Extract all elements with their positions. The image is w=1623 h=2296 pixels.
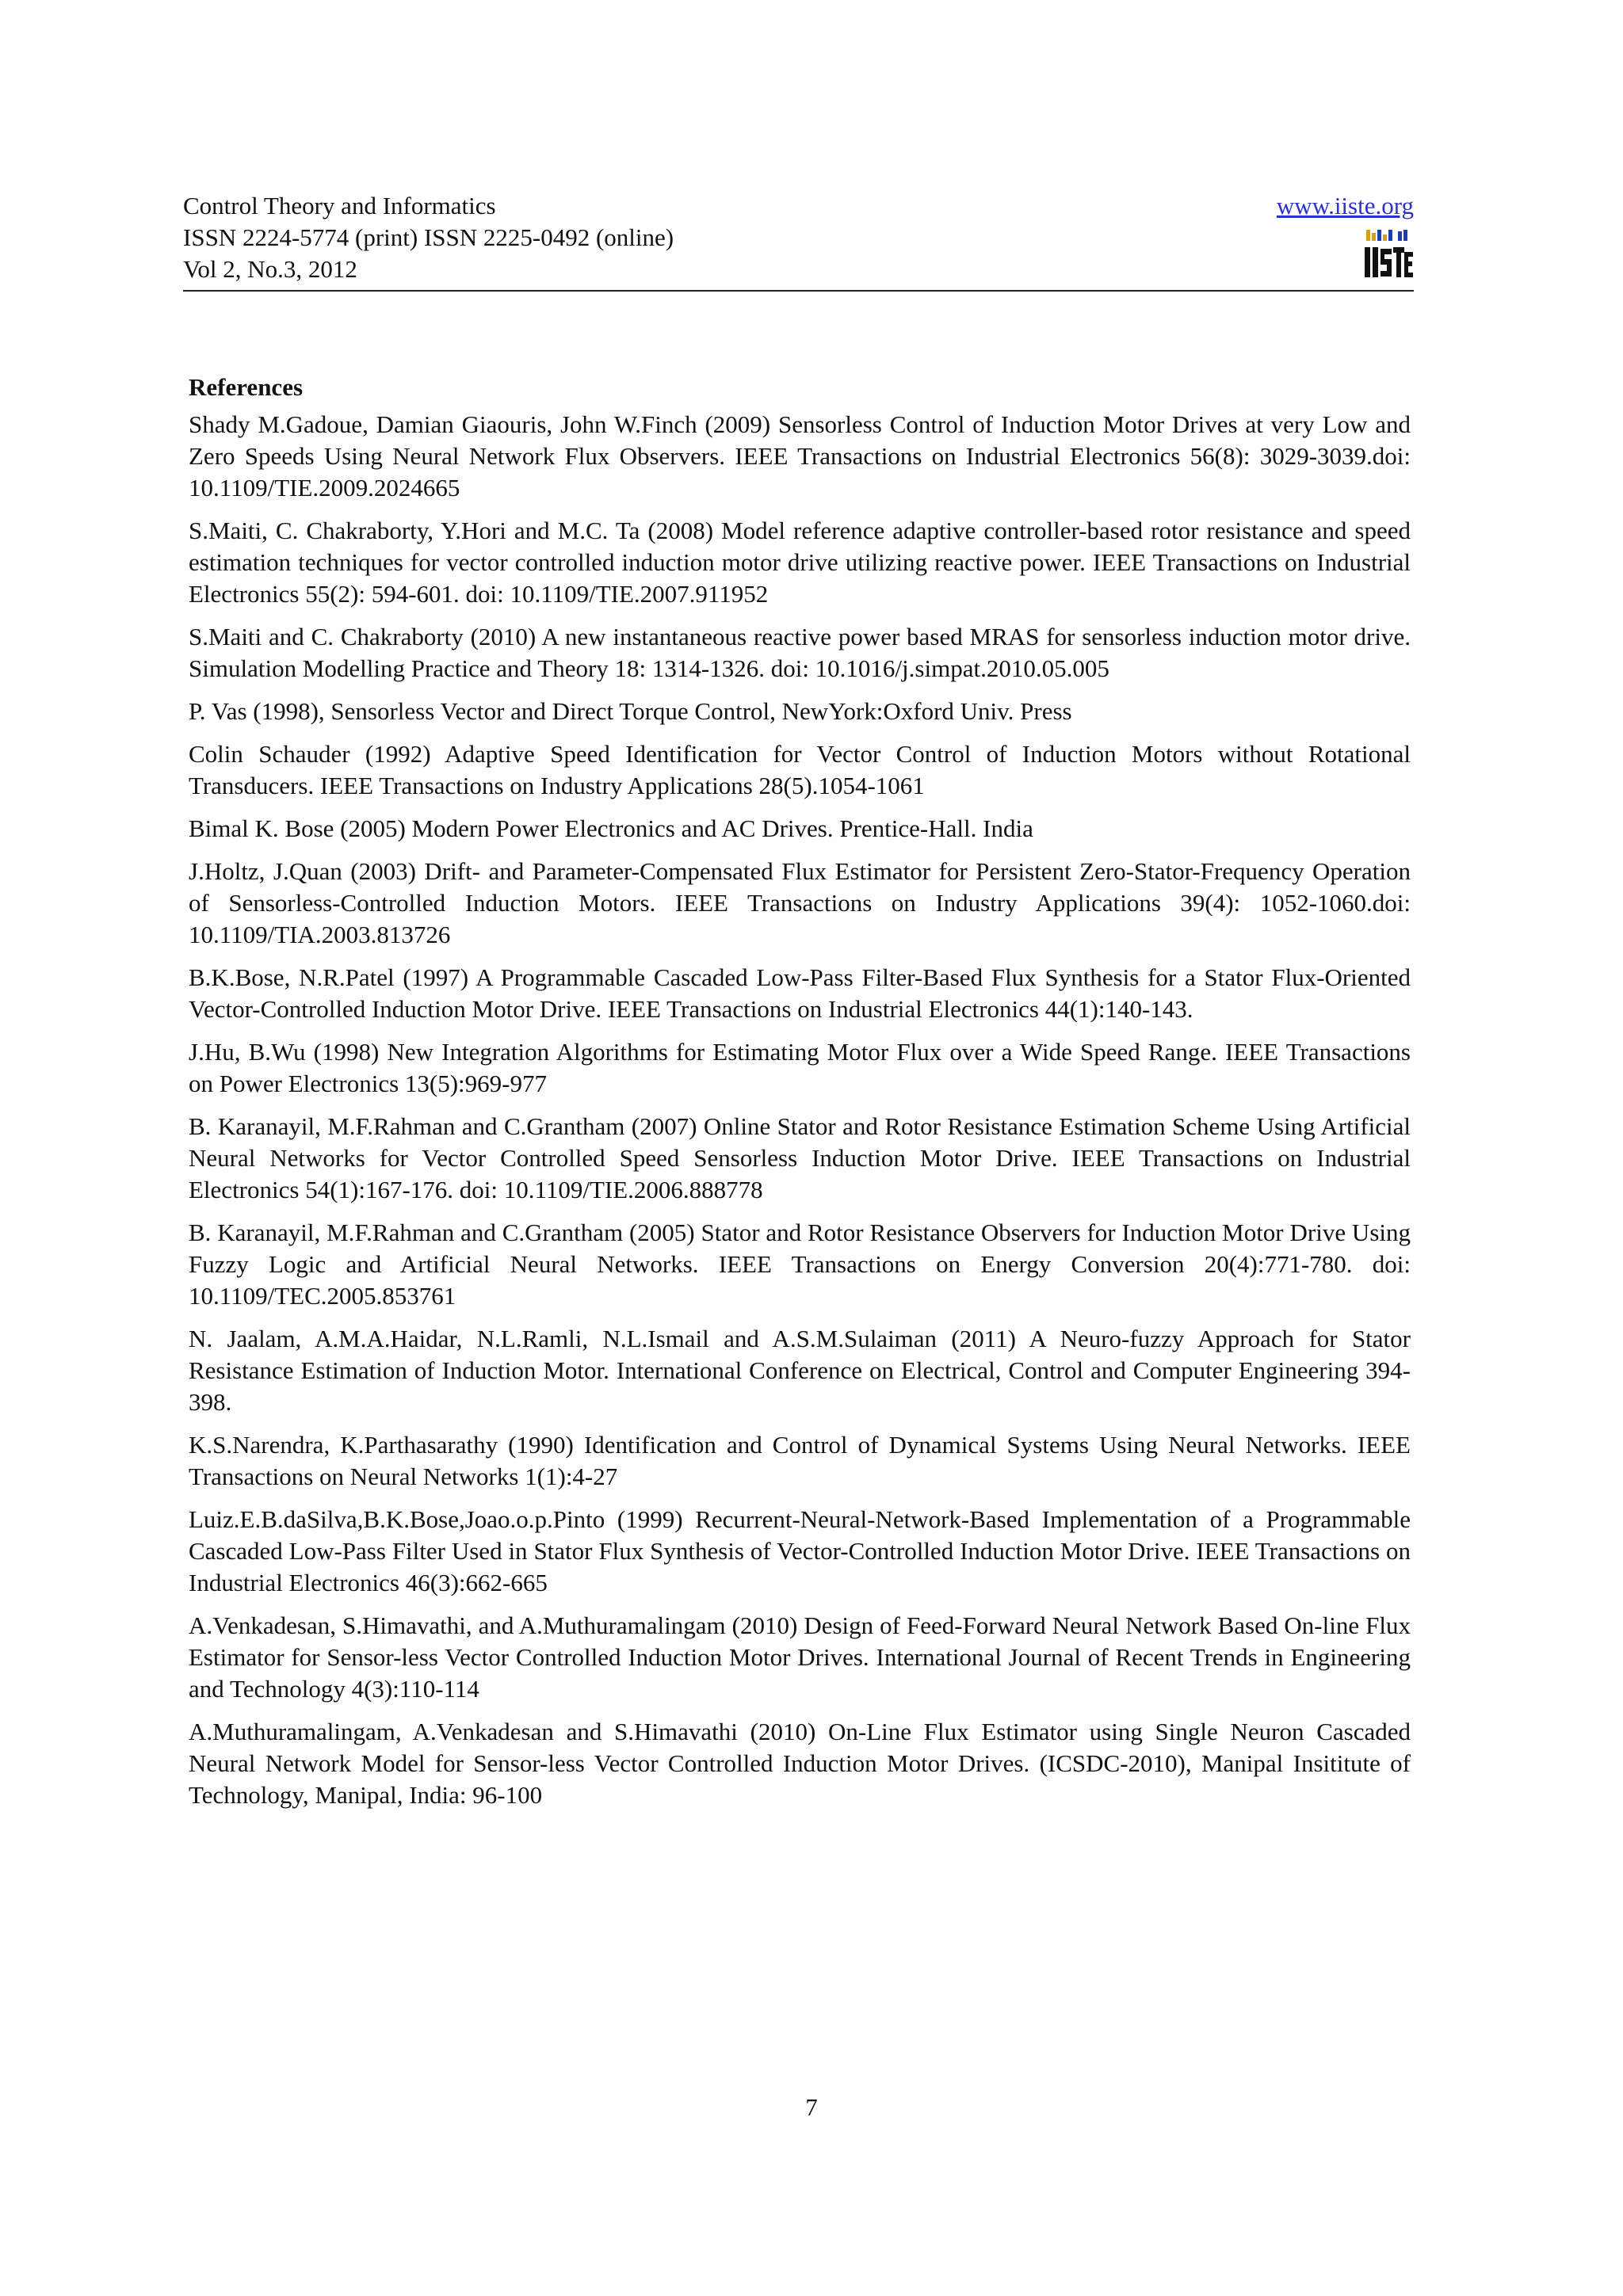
journal-name: Control Theory and Informatics [183,192,496,219]
page-number: 7 [805,2093,818,2121]
reference-item: B. Karanayil, M.F.Rahman and C.Grantham (2005) Stator and Rotor Resistance Observers for Induction Motor Drive Using Fuzzy Logic and Artificial Neural Networks. IEEE Transactions on Energy Conversion 20(4):771-780. doi: 10.1109/TEC.2005.853761 [189,1219,1411,1310]
reference-item: Colin Schauder (1992) Adaptive Speed Identification for Vector Control of Induction Motors without Rotational Transducers. IEEE Transactions on Industry Applications 28(5).1054-1061 [189,740,1411,799]
iiste-logo-icon [1363,228,1414,280]
header-rule [183,290,1414,292]
reference-item: S.Maiti and C. Chakraborty (2010) A new instantaneous reactive power based MRAS for sensorless induction motor drive. Simulation Modelling Practice and Theory 18: 1314-1326. doi: 10.1016/j.simpat.2010.05.005 [189,623,1411,682]
reference-item: Luiz.E.B.daSilva,B.K.Bose,Joao.o.p.Pinto (1999) Recurrent-Neural-Network-Based Implementation of a Programmable Cascaded Low-Pass Filter Used in Stator Flux Synthesis of Vector-Controlled Induction Motor Drive. IEEE Transactions on Industrial Electronics 46(3):662-665 [189,1505,1411,1596]
journal-info [183,190,674,285]
references-heading: References [189,373,304,401]
reference-item: B. Karanayil, M.F.Rahman and C.Grantham (2007) Online Stator and Rotor Resistance Estimation Scheme Using Artificial Neural Networks for Vector Controlled Speed Sensorless Induction Motor Drive. IEEE Transactions on Industrial Electronics 54(1):167-176. doi: 10.1109/TIE.2006.888778 [189,1112,1411,1203]
reference-item: A.Muthuramalingam, A.Venkadesan and S.Himavathi (2010) On-Line Flux Estimator using Single Neuron Cascaded Neural Network Model for Sensor-less Vector Controlled Induction Motor Drives. (ICSDC-2010), Manipal Insititute of Technology, Manipal, India: 96-100 [189,1718,1411,1809]
journal-issn: ISSN 2224-5774 (print) ISSN 2225-0492 (online) [183,223,674,251]
reference-item: S.Maiti, C. Chakraborty, Y.Hori and M.C. Ta (2008) Model reference adaptive controller-based rotor resistance and speed estimation techniques for vector controlled induction motor drive utilizing reactive power. IEEE Transactions on Industrial Electronics 55(2): 594-601. doi: 10.1109/TIE.2007.911952 [189,517,1411,608]
website-link[interactable]: www.iiste.org [1276,192,1414,219]
reference-item: J.Hu, B.Wu (1998) New Integration Algorithms for Estimating Motor Flux over a Wide Speed Range. IEEE Transactions on Power Electronics 13(5):969-977 [189,1038,1411,1097]
references-section [189,371,1411,1822]
reference-item: B.K.Bose, N.R.Patel (1997) A Programmable Cascaded Low-Pass Filter-Based Flux Synthesis for a Stator Flux-Oriented Vector-Controlled Induction Motor Drive. IEEE Transactions on Industrial Electronics 44(1):140-143. [189,963,1411,1023]
reference-item: K.S.Narendra, K.Parthasarathy (1990) Identification and Control of Dynamical Systems Using Neural Networks. IEEE Transactions on Neural Networks 1(1):4-27 [189,1431,1411,1490]
reference-item: Shady M.Gadoue, Damian Giaouris, John W.Finch (2009) Sensorless Control of Induction Motor Drives at very Low and Zero Speeds Using Neural Network Flux Observers. IEEE Transactions on Industrial Electronics 56(8): 3029-3039.doi: 10.1109/TIE.2009.2024665 [189,410,1411,502]
journal-volume: Vol 2, No.3, 2012 [183,255,357,283]
reference-item: P. Vas (1998), Sensorless Vector and Direct Torque Control, NewYork:Oxford Univ. Press [189,697,1072,725]
reference-item: N. Jaalam, A.M.A.Haidar, N.L.Ramli, N.L.Ismail and A.S.M.Sulaiman (2011) A Neuro-fuzzy Approach for Stator Resistance Estimation of Induction Motor. International Conference on Electrical, Control and Computer Engineering 394-398. [189,1325,1411,1416]
reference-item: A.Venkadesan, S.Himavathi, and A.Muthuramalingam (2010) Design of Feed-Forward Neural Network Based On-line Flux Estimator for Sensor-less Vector Controlled Induction Motor Drives. International Journal of Recent Trends in Engineering and Technology 4(3):110-114 [189,1611,1411,1703]
reference-item: Bimal K. Bose (2005) Modern Power Electronics and AC Drives. Prentice-Hall. India [189,814,1033,842]
page-header [183,190,1414,292]
reference-item: J.Holtz, J.Quan (2003) Drift- and Parameter-Compensated Flux Estimator for Persistent Zero-Stator-Frequency Operation of Sensorless-Controlled Induction Motors. IEEE Transactions on Industry Applications 39(4): 1052-1060.doi: 10.1109/TIA.2003.813726 [189,857,1411,948]
